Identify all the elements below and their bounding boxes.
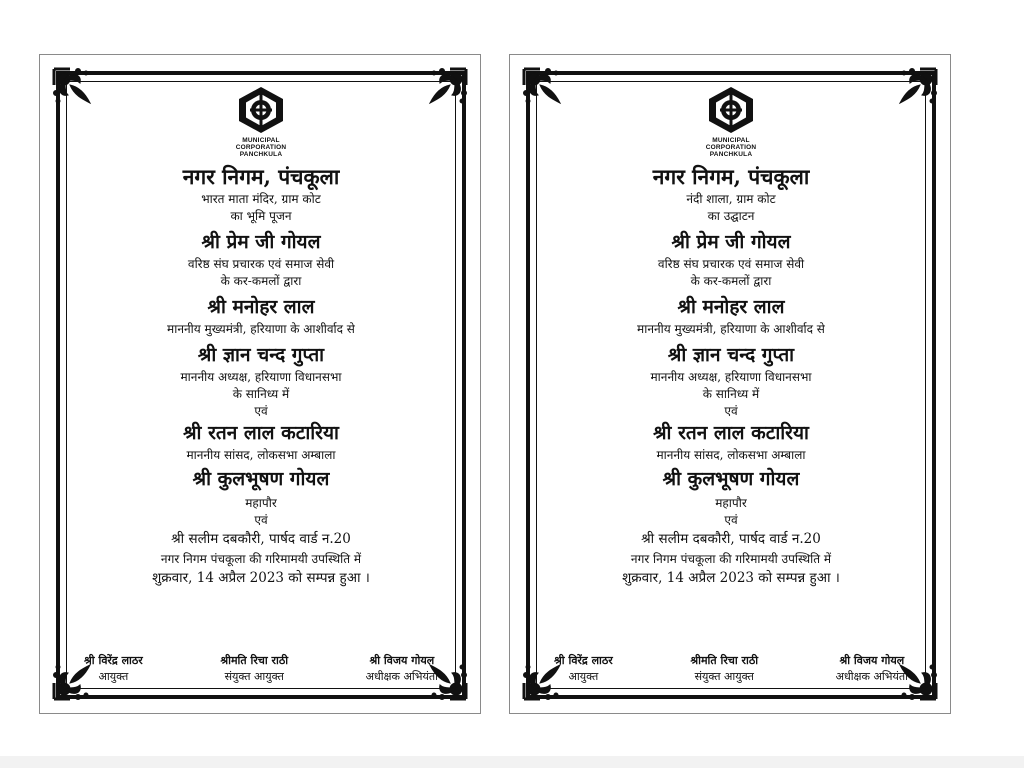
presidency-name: श्री ज्ञान चन्द गुप्ता	[197, 344, 325, 366]
corner-ornament-icon	[896, 65, 940, 109]
corner-ornament-icon	[426, 65, 470, 109]
chief-guest-name: श्री प्रेम जी गोयल	[671, 231, 791, 253]
plaque-title: नगर निगम, पंचकूला	[182, 164, 340, 189]
chief-guest-name: श्री प्रेम जी गोयल	[201, 231, 321, 253]
logo-text-line: CORPORATION	[235, 144, 287, 151]
chief-guest-role: के कर-कमलों द्वारा	[690, 274, 772, 288]
signatory-name: श्री विरेंद्र लाठर	[554, 654, 613, 667]
mp-designation: माननीय सांसद, लोकसभा अम्बाला	[656, 448, 806, 462]
chief-guest-role: के कर-कमलों द्वारा	[220, 274, 302, 288]
mp-name: श्री रतन लाल कटारिया	[183, 422, 339, 444]
logo-text-line: CORPORATION	[705, 144, 757, 151]
mayor-name: श्री कुलभूषण गोयल	[662, 468, 800, 490]
signatories-row	[554, 653, 908, 685]
venue-line: भारत माता मंदिर, ग्राम कोट	[201, 192, 321, 206]
councillor-line: श्री सलीम दबकौरी, पार्षद वार्ड न.20	[171, 531, 351, 547]
conjunction: एवं	[254, 404, 268, 418]
plaque-text	[70, 163, 452, 588]
signatory-name: श्री विजय गोयल	[839, 654, 905, 667]
signatory-title: आयुक्त	[568, 670, 599, 683]
event-line: का उद्घाटन	[707, 209, 755, 223]
signatory-name: श्री विजय गोयल	[369, 654, 435, 667]
plaque-card-bhoomi-pujan	[39, 54, 481, 714]
logo-text-line: MUNICIPAL	[242, 137, 280, 144]
logo-caption	[671, 137, 791, 158]
councillor-line: श्री सलीम दबकौरी, पार्षद वार्ड न.20	[641, 531, 821, 547]
logo-text-line: PANCHKULA	[239, 151, 283, 158]
signatory	[554, 653, 613, 685]
venue-line: नंदी शाला, ग्राम कोट	[686, 192, 776, 206]
plaque-title: नगर निगम, पंचकूला	[652, 164, 810, 189]
presidency-role: के सानिध्य में	[232, 387, 290, 401]
presence-line: नगर निगम पंचकूला की गरिमामयी उपस्थिति में	[630, 552, 832, 566]
blessing-designation: माननीय मुख्यमंत्री, हरियाणा के आशीर्वाद से	[167, 322, 355, 336]
signatory-title: आयुक्त	[98, 670, 129, 683]
blessing-designation: माननीय मुख्यमंत्री, हरियाणा के आशीर्वाद से	[637, 322, 825, 336]
logo-caption	[201, 137, 321, 158]
conjunction: एवं	[724, 404, 738, 418]
logo-text-line: MUNICIPAL	[712, 137, 750, 144]
signatory-title: संयुक्त आयुक्त	[224, 670, 284, 683]
signatory-title: अधीक्षक अभियंता	[835, 670, 908, 683]
presidency-role: के सानिध्य में	[702, 387, 760, 401]
corner-ornament-icon	[520, 65, 564, 109]
municipal-corporation-logo-icon	[701, 85, 761, 135]
conjunction: एवं	[254, 513, 268, 527]
signatory	[366, 653, 438, 685]
corner-ornament-icon	[50, 65, 94, 109]
mayor-name: श्री कुलभूषण गोयल	[192, 468, 330, 490]
date-line: शुक्रवार, 14 अप्रैल 2023 को सम्पन्न हुआ ।	[152, 570, 370, 586]
event-line: का भूमि पूजन	[230, 209, 292, 223]
presidency-designation: माननीय अध्यक्ष, हरियाणा विधानसभा	[650, 370, 812, 384]
bottom-strip	[0, 756, 1024, 768]
conjunction: एवं	[724, 513, 738, 527]
mp-designation: माननीय सांसद, लोकसभा अम्बाला	[186, 448, 336, 462]
municipal-corporation-logo-icon	[231, 85, 291, 135]
presidency-name: श्री ज्ञान चन्द गुप्ता	[667, 344, 795, 366]
presidency-designation: माननीय अध्यक्ष, हरियाणा विधानसभा	[180, 370, 342, 384]
signatory-name: श्री विरेंद्र लाठर	[84, 654, 143, 667]
date-line: शुक्रवार, 14 अप्रैल 2023 को सम्पन्न हुआ ।	[622, 570, 840, 586]
signatory	[84, 653, 143, 685]
signatories-row	[84, 653, 438, 685]
mp-name: श्री रतन लाल कटारिया	[653, 422, 809, 444]
signatory	[836, 653, 908, 685]
logo-text-line: PANCHKULA	[709, 151, 753, 158]
signatory-title: अधीक्षक अभियंता	[365, 670, 438, 683]
signatory-name: श्रीमति रिचा राठी	[690, 654, 759, 667]
presence-line: नगर निगम पंचकूला की गरिमामयी उपस्थिति में	[160, 552, 362, 566]
chief-guest-designation: वरिष्ठ संघ प्रचारक एवं समाज सेवी	[657, 257, 805, 271]
plaque-text	[540, 163, 922, 588]
plaque-card-inauguration	[509, 54, 951, 714]
mayor-designation: महापौर	[715, 496, 747, 510]
blessing-name: श्री मनोहर लाल	[677, 296, 785, 318]
signatory	[220, 653, 288, 685]
blessing-name: श्री मनोहर लाल	[207, 296, 315, 318]
signatory-title: संयुक्त आयुक्त	[694, 670, 754, 683]
signatory-name: श्रीमति रिचा राठी	[220, 654, 289, 667]
chief-guest-designation: वरिष्ठ संघ प्रचारक एवं समाज सेवी	[187, 257, 335, 271]
signatory	[690, 653, 758, 685]
mayor-designation: महापौर	[245, 496, 277, 510]
